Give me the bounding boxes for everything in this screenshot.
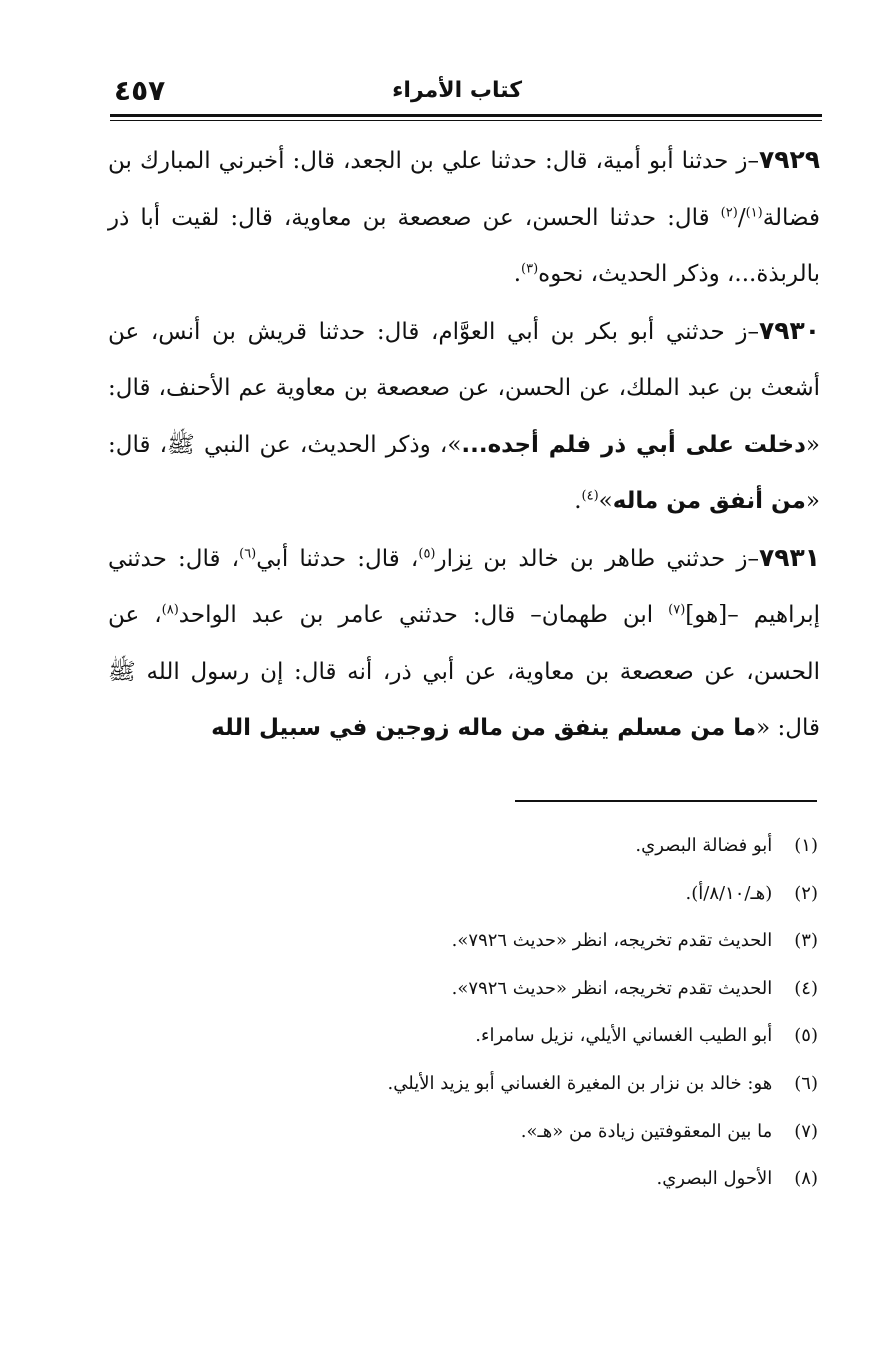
footnote-4 [108,965,818,1013]
page-header [110,70,822,114]
hadith-number: ٧٩٣١ [758,542,821,572]
footnote-text: ما بين المعقوفتين زيادة من «هـ». [520,1120,773,1142]
footnote-text: الحديث تقدم تخريجه، انظر «حديث ٧٩٢٦». [451,977,773,999]
footnote-number: (٦) [794,1072,818,1094]
hadith-text: ، قال: حدثنا أبي [256,545,419,572]
footnote-ref: (١) [745,204,763,220]
hadith-number: ٧٩٣٠ [758,315,820,345]
footnote-6 [108,1060,818,1108]
page-number: ٤٥٧ [114,74,166,107]
footnote-separator [515,800,817,802]
footnote-ref: (٦) [239,545,257,561]
footnote-ref: (٧) [668,602,686,618]
hadith-text: / [737,204,746,231]
hadith-7929 [108,132,820,303]
footnote-number: (٧) [794,1120,818,1142]
hadith-text: ، عن الحسن، عن صعصعة بن معاوية، عن أبي ذر، أنه قال: إن رسول الله ﷺ قال: « [108,602,820,741]
hadith-text: –ز حدثني أبو بكر بن أبي العوَّام، قال: حدثنا قريش بن أنس، عن أشعث بن عبد الملك، عن الحسن، عن صعصعة بن معاوية عم الأحنف، قال: « [108,318,820,458]
chapter-title: كتاب الأمراء [392,78,522,103]
footnote-number: (٢) [794,882,818,904]
hadith-text: قال: حدثنا الحسن، عن صعصعة بن معاوية، قال: لقيت أبا ذر بالربذة...، وذكر الحديث، نحوه [108,204,820,287]
hadith-text: . [513,261,522,287]
footnote-3 [108,917,818,965]
header-rule-thin [110,120,822,121]
footnote-5 [108,1012,818,1060]
footnote-text: (هـ/٨/١٠/أ). [685,882,773,904]
footnote-ref: (٤) [581,488,599,504]
footnote-7 [108,1108,818,1156]
header-rule-thick [110,114,822,117]
hadith-text: ابن طهمان– قال: حدثني عامر بن عبد الواحد [178,602,669,628]
hadith-text: . [574,488,582,514]
hadith-quote: دخلت على أبي ذر فلم أجده... [461,431,806,458]
footnote-2 [108,870,818,918]
footnote-text: أبو فضالة البصري. [635,835,773,856]
hadith-text: »، وذكر الحديث، عن النبي ﷺ، قال: « [108,431,820,514]
footnotes [108,822,818,1203]
footnote-ref: (٥) [418,545,436,561]
hadith-text: –ز حدثنا أبو أمية، قال: حدثنا علي بن الجعد، قال: أخبرني المبارك بن فضالة [108,148,820,231]
footnote-number: (٥) [794,1025,818,1047]
hadith-text: ، قال: حدثني إبراهيم –[هو] [108,545,820,628]
footnote-8 [108,1155,818,1203]
footnote-number: (٨) [794,1168,818,1190]
footnote-1 [108,822,818,870]
footnote-text: هو: خالد بن نزار بن المغيرة الغساني أبو يزيد الأيلي. [387,1072,773,1094]
footnote-text: الحديث تقدم تخريجه، انظر «حديث ٧٩٢٦». [451,930,773,952]
footnote-ref: (٨) [161,602,179,618]
footnote-text: أبو الطيب الغساني الأيلي، نزيل سامراء. [475,1025,773,1047]
footnote-number: (٣) [794,930,818,952]
hadith-number: ٧٩٢٩ [758,145,820,174]
footnote-text: الأحول البصري. [656,1168,773,1190]
footnote-ref: (٣) [521,261,539,277]
hadith-text: –ز حدثني طاهر بن خالد بن نِزار [435,545,759,572]
main-text [108,132,820,757]
footnote-number: (١) [794,835,818,856]
footnote-ref: (٢) [720,204,738,220]
hadith-7930 [108,303,820,530]
hadith-text: » [598,488,613,514]
hadith-quote: من أنفق من ماله [612,488,806,514]
hadith-7931 [108,530,820,757]
hadith-quote: ما من مسلم ينفق من ماله زوجين في سبيل الله [211,715,757,741]
footnote-number: (٤) [794,977,818,999]
